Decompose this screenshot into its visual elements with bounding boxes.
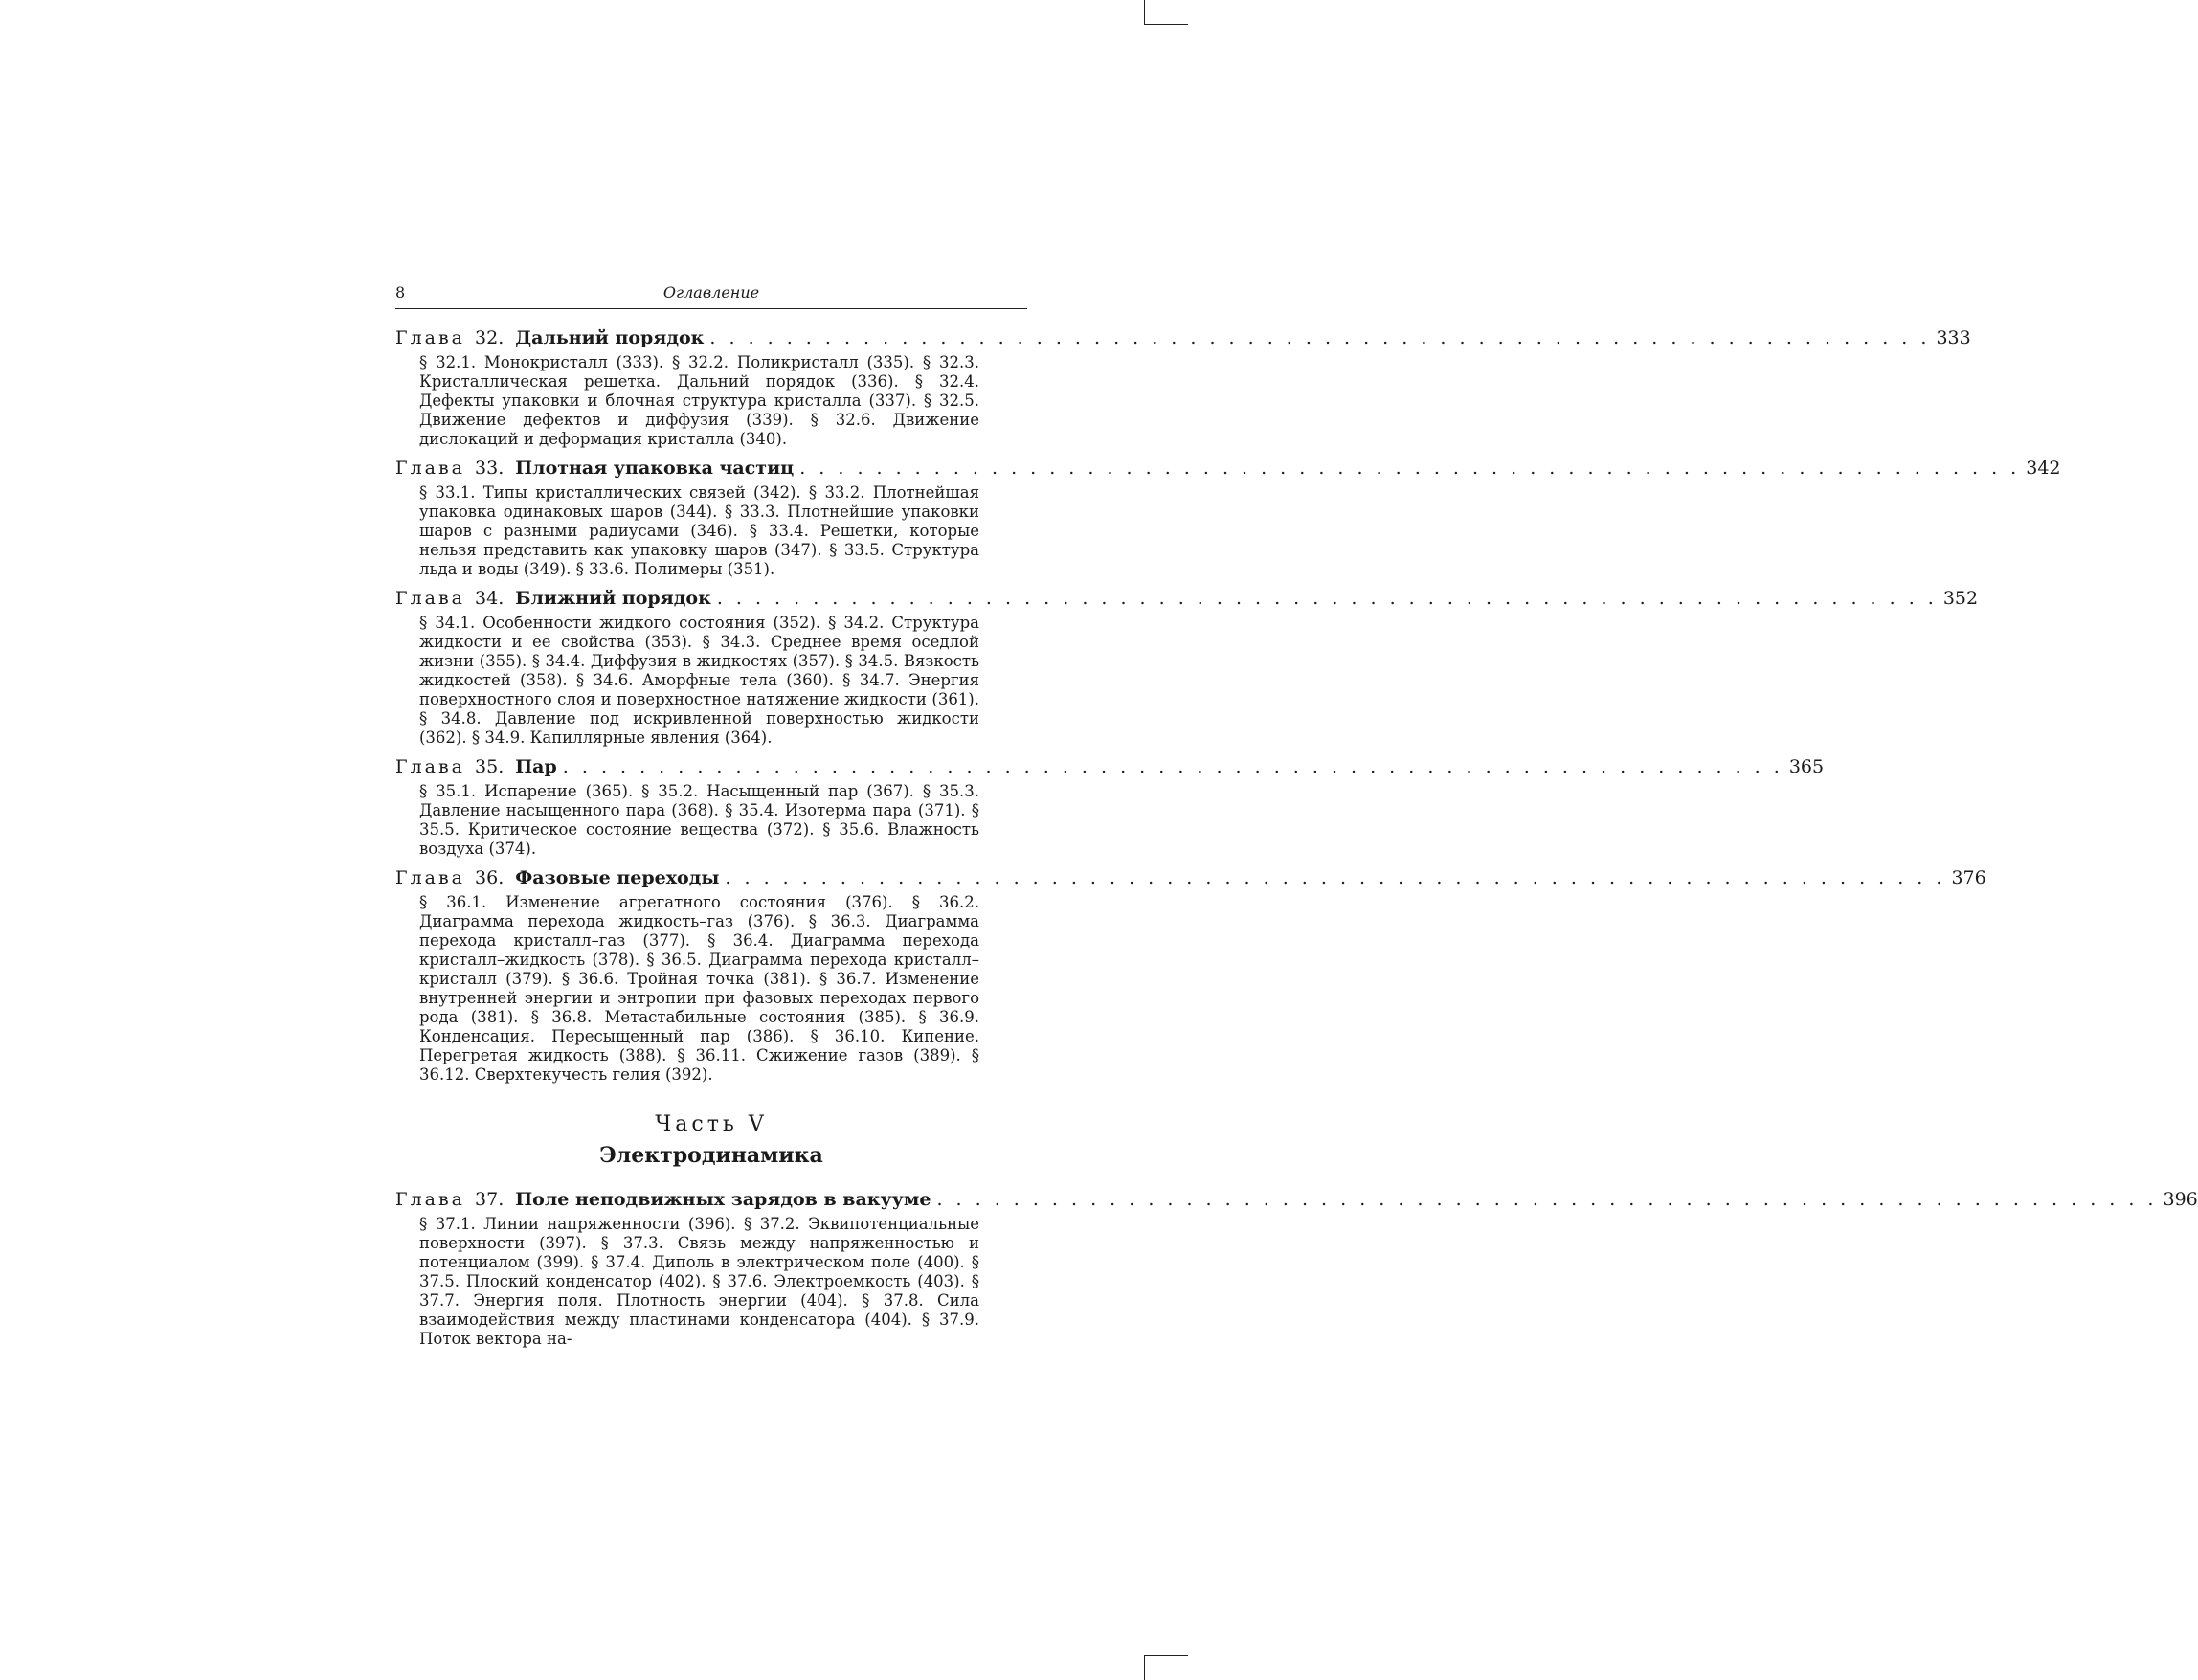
chapter-title: Пар [515, 756, 557, 777]
toc-chapters-after [395, 1188, 2198, 1349]
chapter-heading[interactable] [395, 755, 1825, 779]
chapter-number: 37. [475, 1189, 505, 1210]
leader-dots: . . . . . . . . . . . . . . . . . . . . . . . . . . . . . . . . . . . . . . . . . . . . . . . . . . . . . . . . . . . . . . . . [936, 1189, 2158, 1210]
chapter-word: Глава [395, 1189, 466, 1210]
chapter-word: Глава [395, 458, 466, 479]
chapter-heading[interactable] [395, 866, 1986, 890]
chapter-heading[interactable] [395, 457, 2061, 481]
leader-dots: . . . . . . . . . . . . . . . . . . . . . . . . . . . . . . . . . . . . . . . . . . . . . . . . . . . . . . . . . . . . . . . . [799, 458, 2021, 479]
chapter-title: Ближний порядок [515, 588, 711, 609]
page-number: 8 [395, 283, 406, 302]
toc-chapter [395, 866, 1986, 1085]
chapter-sections: § 37.1. Линии напряженности (396). § 37.2. Эквипотенциальные поверхности (397). § 37.3. Связь между напряженностью и потенциалом (399). § 37.4. Диполь в электрическом поле (400). § 37.5. Плоский конденсатор (402). § 37.6. Электроемкость (403). § 37.7. Энергия поля. Плотность энергии (404). § 37.8. Сила взаимодействия между пластинами конденсатора (404). § 37.9. Поток вектора на- [419, 1215, 979, 1348]
chapter-sections: § 35.1. Испарение (365). § 35.2. Насыщенный пар (367). § 35.3. Давление насыщенного пара (368). § 35.4. Изотерма пара (371). § 35.5. Критическое состояние вещества (372). § 35.6. Влажность воздуха (374). [419, 782, 979, 858]
leader-dots: . . . . . . . . . . . . . . . . . . . . . . . . . . . . . . . . . . . . . . . . . . . . . . . . . . . . . . . . . . . . . . . . [562, 756, 1783, 777]
running-title: Оглавление [662, 283, 760, 302]
chapter-page: 342 [2026, 458, 2061, 479]
chapter-title: Дальний порядок [515, 327, 705, 348]
chapter-page: 376 [1951, 867, 1986, 888]
chapter-heading[interactable] [395, 326, 1971, 350]
leader-dots: . . . . . . . . . . . . . . . . . . . . . . . . . . . . . . . . . . . . . . . . . . . . . . . . . . . . . . . . . . . . . . . . [716, 588, 1938, 609]
toc-chapter [395, 326, 1971, 449]
toc-chapter [395, 457, 2061, 579]
chapter-word: Глава [395, 756, 466, 777]
chapter-number: 33. [475, 458, 505, 479]
crop-mark-top-horizontal [1144, 24, 1188, 25]
chapter-number: 36. [475, 867, 505, 888]
toc-chapter [395, 755, 1825, 859]
chapter-page: 352 [1942, 588, 1979, 609]
chapter-title: Поле неподвижных зарядов в вакууме [515, 1189, 931, 1210]
chapter-heading[interactable] [395, 1188, 2198, 1212]
chapter-sections: § 36.1. Изменение агрегатного состояния (376). § 36.2. Диаграмма перехода жидкость–газ (376). § 36.3. Диаграмма перехода кристалл–газ (377). § 36.4. Диаграмма перехода кристалл–жидкость (378). § 36.5. Диаграмма перехода кристалл–кристалл (379). § 36.6. Тройная точка (381). § 36.7. Изменение внутренней энергии и энтропии при фазовых переходах первого рода (381). § 36.8. Метастабильные состояния (385). § 36.9. Конденсация. Пересыщенный пар (386). § 36.10. Кипение. Перегретая жидкость (388). § 36.11. Сжижение газов (389). § 36.12. Сверхтекучесть гелия (392). [419, 893, 979, 1084]
crop-mark-top-vertical [1144, 0, 1145, 25]
chapter-number: 34. [475, 588, 505, 609]
chapter-page: 365 [1788, 756, 1825, 777]
chapter-sections: § 32.1. Монокристалл (333). § 32.2. Поликристалл (335). § 32.3. Кристаллическая решетка. Дальний порядок (336). § 32.4. Дефекты упаковки и блочная структура кристалла (337). § 32.5. Движение дефектов и диффузия (339). § 32.6. Движение дислокаций и деформация кристалла (340). [419, 353, 979, 448]
part-label: Часть V [655, 1112, 768, 1136]
chapter-word: Глава [395, 327, 466, 348]
chapter-sections: § 34.1. Особенности жидкого состояния (352). § 34.2. Структура жидкости и ее свойства (353). § 34.3. Среднее время оседлой жизни (355). § 34.4. Диффузия в жидкостях (357). § 34.5. Вязкость жидкостей (358). § 34.6. Аморфные тела (360). § 34.7. Энергия поверхностного слоя и поверхностное натяжение жидкости (361). § 34.8. Давление под искривленной поверхностью жидкости (362). § 34.9. Капиллярные явления (364). [419, 614, 979, 747]
page-content [395, 283, 2198, 1356]
chapter-word: Глава [395, 588, 466, 609]
leader-dots: . . . . . . . . . . . . . . . . . . . . . . . . . . . . . . . . . . . . . . . . . . . . . . . . . . . . . . . . . . . . . . . . [709, 327, 1931, 348]
part-heading [395, 1109, 1027, 1171]
part-title: Электродинамика [599, 1143, 823, 1168]
chapter-word: Глава [395, 867, 466, 888]
toc-chapter [395, 1188, 2198, 1349]
toc-chapters-before [395, 326, 2061, 1085]
leader-dots: . . . . . . . . . . . . . . . . . . . . . . . . . . . . . . . . . . . . . . . . . . . . . . . . . . . . . . . . . . . . . . . . [725, 867, 1946, 888]
running-header [395, 283, 1027, 309]
chapter-title: Плотная упаковка частиц [515, 458, 795, 479]
crop-mark-bottom-vertical [1144, 1655, 1145, 1680]
chapter-number: 35. [475, 756, 505, 777]
chapter-page: 396 [2163, 1189, 2198, 1210]
crop-mark-bottom-horizontal [1144, 1655, 1188, 1656]
chapter-number: 32. [475, 327, 505, 348]
toc-chapter [395, 587, 1979, 748]
chapter-page: 333 [1936, 327, 1971, 348]
chapter-sections: § 33.1. Типы кристаллических связей (342). § 33.2. Плотнейшая упаковка одинаковых шаров (344). § 33.3. Плотнейшие упаковки шаров с разными радиусами (346). § 33.4. Решетки, которые нельзя представить как упаковку шаров (347). § 33.5. Структура льда и воды (349). § 33.6. Полимеры (351). [419, 483, 979, 578]
chapter-title: Фазовые переходы [515, 867, 720, 888]
chapter-heading[interactable] [395, 587, 1979, 611]
